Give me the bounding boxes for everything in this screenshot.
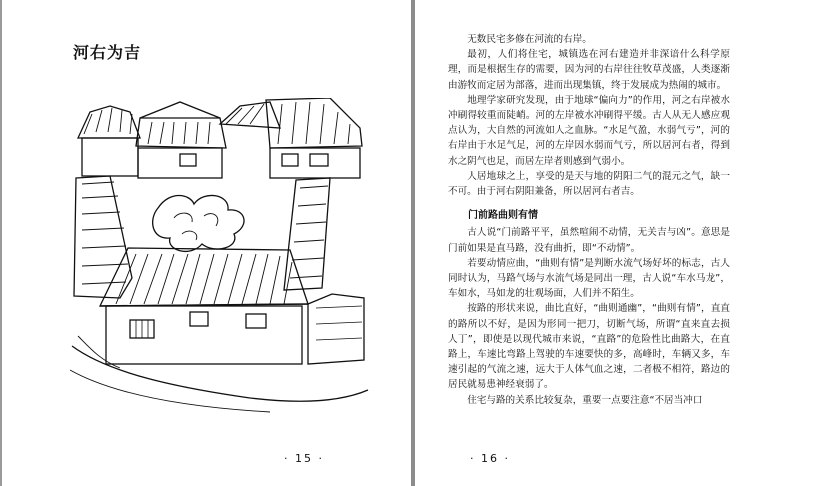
paragraph: 古人说“门前路平平，虽然喧闹不动情，无关吉与凶”。意思是门前如果是直马路，没有曲折，即“不动情”。 <box>448 227 730 254</box>
page-number: · 16 · <box>470 452 510 465</box>
section-heading: 门前路曲则有情 <box>468 210 538 222</box>
paragraph: 人居地球之上，享受的是天与地的阴阳二气的混元之气，缺一不可。由于河右阴阳兼备，所以居河右者吉。 <box>448 170 730 198</box>
page-edge <box>0 0 2 486</box>
paragraph: 住宅与路的关系比较复杂，重要一点要注意“不居当冲口 <box>467 394 703 406</box>
paragraph: 地理学家研究发现，由于地球“偏向力”的作用，河之右岸被水冲刷得较重而陡峭。河的左岸被水冲刷得平缓。古人从无人感应观点认为，大自然的河流如人之血脉。“水足气盈，水弱气亏”，河的右岸由于水足气足，河的左岸因水弱而气亏，所以居河右者，得到水之阴气也足，而居左岸者则感到气弱小。 <box>448 94 730 167</box>
page-number: · 15 · <box>284 452 324 465</box>
page-title: 河右为吉 <box>73 43 142 62</box>
paragraph: 最初，人们将住宅，城镇选在河右建造并非深谙什么科学原理，而是根据生存的需要，因为河的右岸往往牧草茂盛，人类逐渐由游牧而定居为部落，进而出现集镇，终于发展成为热闹的城市。 <box>448 49 730 91</box>
paragraph: 无数民宅多修在河流的右岸。 <box>467 34 592 45</box>
paragraph: 按路的形状来说，曲比直好，“曲则通幽”，“曲则有情”，直直的路所以不好，是因为形同一把刀，切断气场，所谓“直来直去损人丁”，即使是以现代城市来说，“直路”的危险性比曲路大，在直路上，车速比弯路上驾驶的车速要快的多，高峰时，车辆又多，车速引起的气流之速，远大于人体气血之速，二者极不相符，路边的居民就易患神经衰弱了。 <box>448 303 730 391</box>
body-text <box>448 32 730 408</box>
house-illustration <box>70 98 370 413</box>
paragraph: 若要动情应曲，“曲则有情”是判断水流气场好坏的标志，古人同时认为，马路气场与水流气场是同出一理，古人说“车水马龙”，车如水，马如龙的壮观场面，人们并不陌生。 <box>448 257 730 300</box>
